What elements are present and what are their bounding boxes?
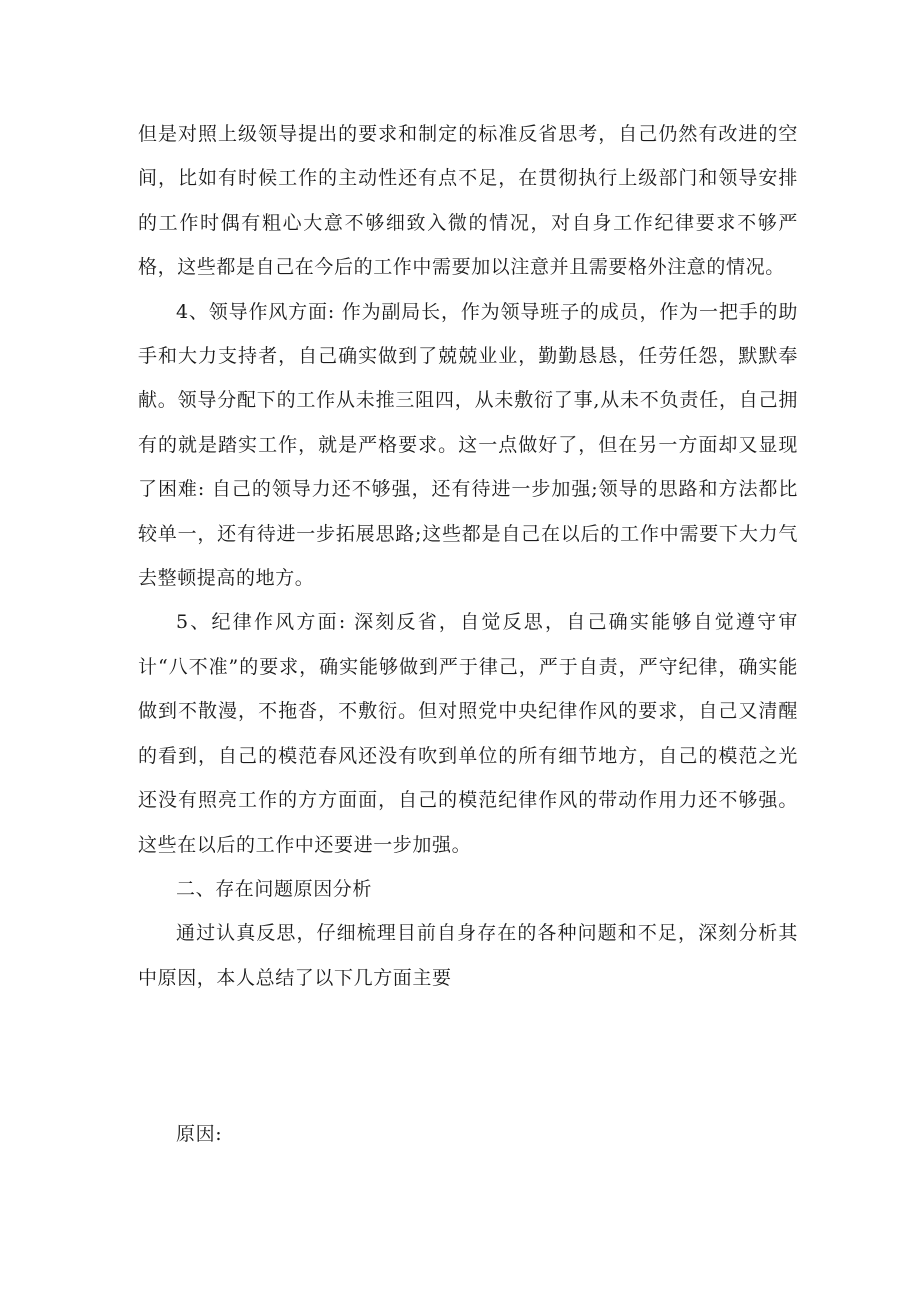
paragraph-discipline-style: 5、纪律作风方面: 深刻反省，自觉反思，自己确实能够自觉遵守审计“八不准”的要求，确实能够做到严于律己，严于自责，严守纪律，确实能做到不散漫，不拖沓，不敷衍。但对照党中央纪律作风的要求，自己又清醒的看到，自己的模范春风还没有吹到单位的所有细节地方，自己的模范之光还没有照亮工作的方方面面，自己的模范纪律作风的带动作用力还不够强。这些在以后的工作中还要进一步加强。	[138, 611, 798, 856]
paragraph-reflection: 但是对照上级领导提出的要求和制定的标准反省思考，自己仍然有改进的空间，比如有时候工作的主动性还有点不足，在贯彻执行上级部门和领导安排的工作时偶有粗心大意不够细致入微的情况，对自身工作纪律要求不够严格，这些都是自己在今后的工作中需要加以注意并且需要格外注意的情况。	[138, 123, 798, 279]
paragraph-tail-reasons: 原因:	[176, 1123, 223, 1145]
document-body	[138, 112, 798, 1000]
section-heading-cause-analysis: 二、存在问题原因分析	[176, 877, 373, 900]
paragraph-cause-intro: 通过认真反思，仔细梳理目前自身存在的各种问题和不足，深刻分析其中原因，本人总结了以下几方面主要	[138, 922, 798, 989]
paragraph-leadership-style: 4、领导作风方面: 作为副局长，作为领导班子的成员，作为一把手的助手和大力支持者，自己确实做到了兢兢业业，勤勤恳恳，任劳任怨，默默奉献。领导分配下的工作从未推三阻四，从未敷衍了事,从未不负责任，自己拥有的就是踏实工作，就是严格要求。这一点做好了，但在另一方面却又显现了困难: 自己的领导力还不够强，还有待进一步加强;领导的思路和方法都比较单一，还有待进一步拓展思路;这些都是自己在以后的工作中需要下大力气去整顿提高的地方。	[138, 300, 798, 590]
